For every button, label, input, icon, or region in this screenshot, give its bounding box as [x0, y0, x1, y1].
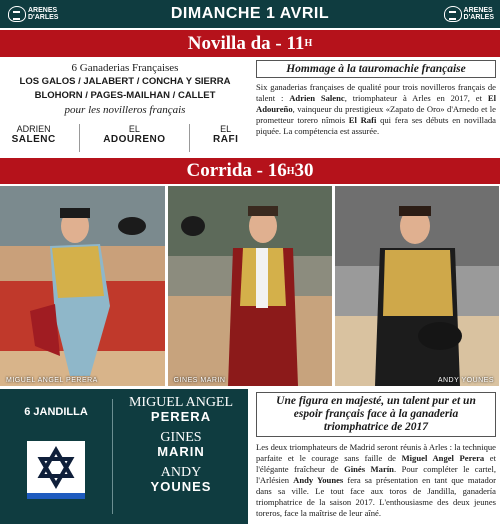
ganaderia-name: 6 JANDILLA	[24, 406, 88, 418]
ganaderias-list-2: BLOHORN / PAGES-MAILHAN / CALLET	[34, 90, 216, 101]
novilleros-subtitle: pour les novilleros français	[64, 104, 186, 116]
corrida-header: Corrida - 16 H 30	[0, 158, 500, 184]
ganaderias-count: 6 Ganaderias Françaises	[71, 62, 179, 74]
torero-name: GINES MARIN	[157, 430, 205, 459]
novillada-article-title: Hommage à la tauromachie française	[256, 60, 496, 78]
photo-caption: MIGUEL ANGEL PERERA	[6, 377, 98, 384]
arenes-logo-left: ARENES D'ARLES	[8, 4, 58, 24]
divider	[112, 399, 113, 514]
event-date: DIMANCHE 1 AVRIL	[170, 5, 330, 22]
arena-icon	[444, 6, 462, 22]
novillada-article	[256, 60, 496, 137]
torero-name: MIGUEL ANGEL PERERA	[128, 395, 234, 424]
novillero-name: EL RAFI	[213, 124, 239, 145]
jandilla-divisa	[27, 441, 85, 499]
toreros-list	[116, 395, 246, 500]
novillada-header: Novilla da - 11 H	[0, 30, 500, 57]
star-of-david-icon	[27, 441, 85, 493]
novilleros-list	[0, 124, 250, 152]
arenes-logo-right: ARENES D'ARLES	[444, 4, 494, 24]
top-bar	[0, 0, 500, 28]
corrida-article	[256, 392, 496, 519]
flag-stripe	[27, 493, 85, 499]
photo-caption: ANDY YOUNES	[437, 377, 495, 384]
torero-photo-marin	[168, 186, 333, 386]
divider	[189, 124, 190, 152]
divider	[79, 124, 80, 152]
corrida-cartel	[0, 389, 248, 524]
ganaderias-list-1: LOS GALOS / JALABERT / CONCHA Y SIERRA	[19, 76, 231, 87]
novillero-name: EL ADOURENO	[103, 124, 166, 145]
corrida-article-body: Les deux triomphateurs de Madrid seront réunis à Arles : la technique parfaite et le courage sans faille de Miguel Angel Perera et l'élégante fraîcheur de Ginés Marín. Pour compléter le cartel, l'Arlésien Andy Younes fera sa présentation en tant que matador dans sa ville. Le tout face aux toros de Jandilla, ganadería triomphatrice de la saison 2017. L'enthousiasme des deux jeunes toreros, face la maîtrise de leur aîné.	[256, 442, 496, 518]
torero-name: ANDY YOUNES	[150, 465, 212, 494]
torero-photos	[0, 186, 500, 386]
corrida-article-title: Une figura en majesté, un talent pur et un espoir français face à la ganaderia triomphatrice de 2017	[256, 392, 496, 437]
novillero-name: ADRIEN SALENC	[11, 124, 56, 145]
torero-photo-perera	[0, 186, 165, 386]
torero-photo-younes	[335, 186, 500, 386]
novillada-article-body: Six ganaderias françaises de qualité pour trois novilleros français de talent : Adrien Salenc, triomphateur à Arles en 2017, et El Adoureño, vainqueur du prestigieux «Zapato de Oro» d'Arnedo et le prometteur torero nîmois El Rafi qui fera ses débuts en novillada piquée. La compétencia est assurée.	[256, 82, 496, 136]
arena-icon	[8, 6, 26, 22]
photo-caption: GINES MARIN	[173, 377, 226, 384]
